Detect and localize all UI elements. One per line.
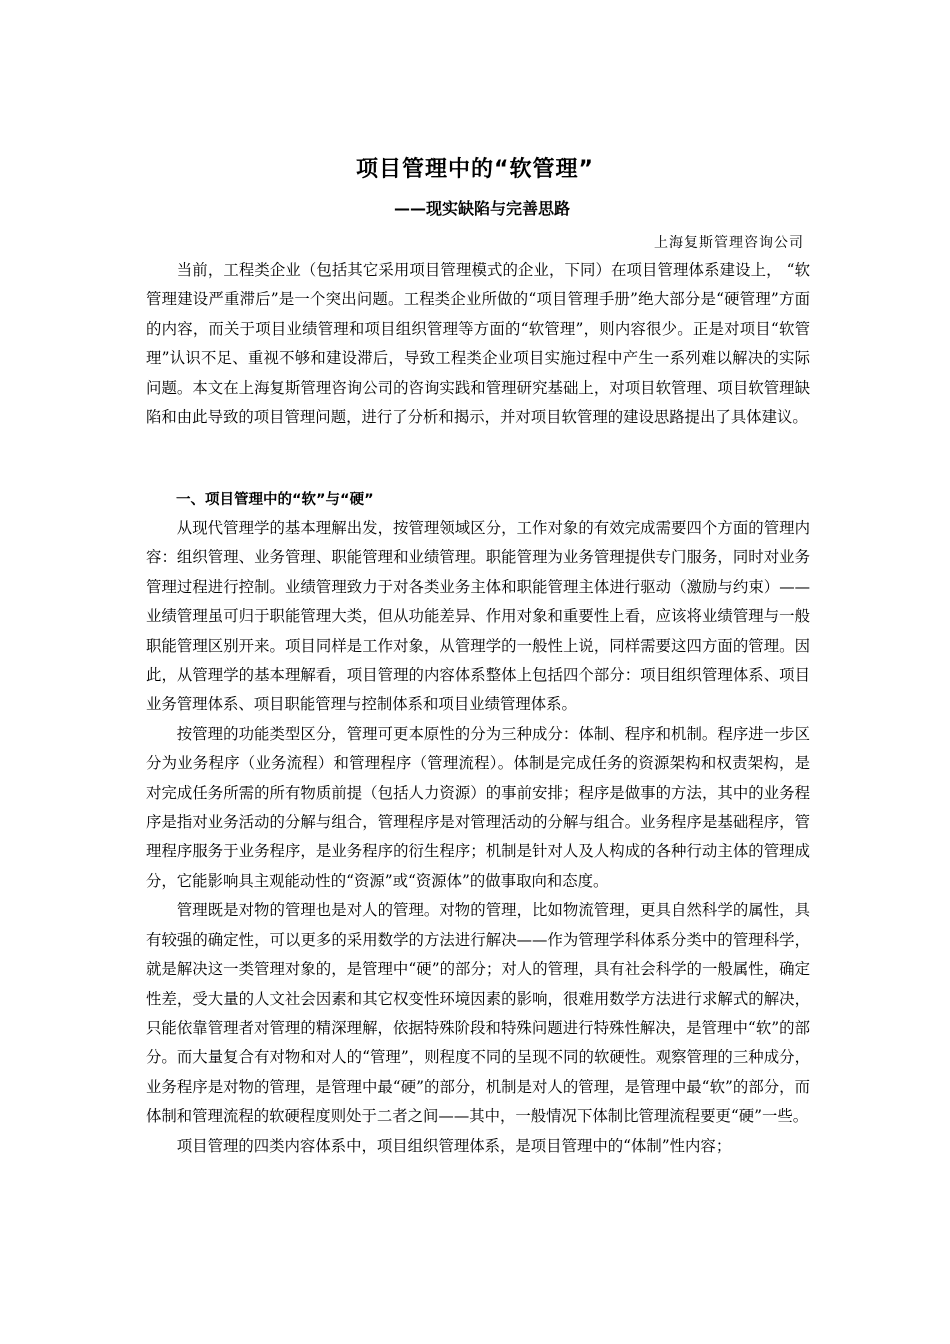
section-heading: 一、项目管理中的“软”与“硬” [176,492,374,508]
body-paragraph: 按管理的功能类型区分，管理可更本原性的分为三种成分：体制、程序和机制。程序进一步区分为业务程序（业务流程）和管理程序（管理流程）。体制是完成任务的资源架构和权责架构，是对完成任务所需的所有物质前提（包括人力资源）的事前安排；程序是做事的方法，其中的业务程序是指对业务活动的分解与组合，管理程序是对管理活动的分解与组合。业务程序是基础程序，管理程序服务于业务程序，是业务程序的衍生程序；机制是针对人及人构成的各种行动主体的管理成分，它能影响具主观能动性的“资源”或“资源体”的做事取向和态度。 [146,724,810,890]
document-subtitle: ——现实缺陷与完善思路 [394,199,571,218]
body-paragraph: 项目管理的四类内容体系中，项目组织管理体系，是项目管理中的“体制”性内容； [176,1136,732,1155]
intro-block [146,256,810,432]
document-title: 项目管理中的“软管理” [356,157,594,182]
section-body [146,514,810,1161]
author-line: 上海复斯管理咨询公司 [654,235,804,251]
body-paragraph: 从现代管理学的基本理解出发，按管理领域区分，工作对象的有效完成需要四个方面的管理内容：组织管理、业务管理、职能管理和业绩管理。职能管理为业务管理提供专门服务，同时对业务管理过程进行控制。业绩管理致力于对各类业务主体和职能管理主体进行驱动（激励与约束）——业绩管理虽可归于职能管理大类，但从功能差异、作用对象和重要性上看，应该将业绩管理与一般职能管理区别开来。项目同样是工作对象，从管理学的一般性上说，同样需要这四方面的管理。因此，从管理学的基本理解看，项目管理的内容体系整体上包括四个部分：项目组织管理体系、项目业务管理体系、项目职能管理与控制体系和项目业绩管理体系。 [146,519,810,714]
body-paragraph: 管理既是对物的管理也是对人的管理。对物的管理，比如物流管理，更具自然科学的属性，具有较强的确定性，可以更多的采用数学的方法进行解决——作为管理学科体系分类中的管理科学，就是解决这一类管理对象的，是管理中“硬”的部分；对人的管理，具有社会科学的一般属性，确定性差，受大量的人文社会因素和其它权变性环境因素的影响，很难用数学方法进行求解式的解决，只能依靠管理者对管理的精深理解，依据特殊阶段和特殊问题进行特殊性解决，是管理中“软”的部分。而大量复合有对物和对人的“管理”，则程度不同的呈现不同的软硬性。观察管理的三种成分，业务程序是对物的管理，是管理中最“硬”的部分，机制是对人的管理，是管理中最“软”的部分，而体制和管理流程的软硬程度则处于二者之间——其中，一般情况下体制比管理流程要更“硬”一些。 [146,901,810,1126]
intro-paragraph: 当前，工程类企业（包括其它采用项目管理模式的企业，下同）在项目管理体系建设上， “软管理建设严重滞后”是一个突出问题。工程类企业所做的“项目管理手册”绝大部分是“硬管理”方面的内容，而关于项目业绩管理和项目组织管理等方面的“软管理”，则内容很少。正是对项目“软管理”认识不足、重视不够和建设滞后，导致工程类企业项目实施过程中产生一系列难以解决的实际问题。本文在上海复斯管理咨询公司的咨询实践和管理研究基础上，对项目软管理、项目软管理缺陷和由此导致的项目管理问题，进行了分析和揭示，并对项目软管理的建设思路提出了具体建议。 [146,261,810,427]
